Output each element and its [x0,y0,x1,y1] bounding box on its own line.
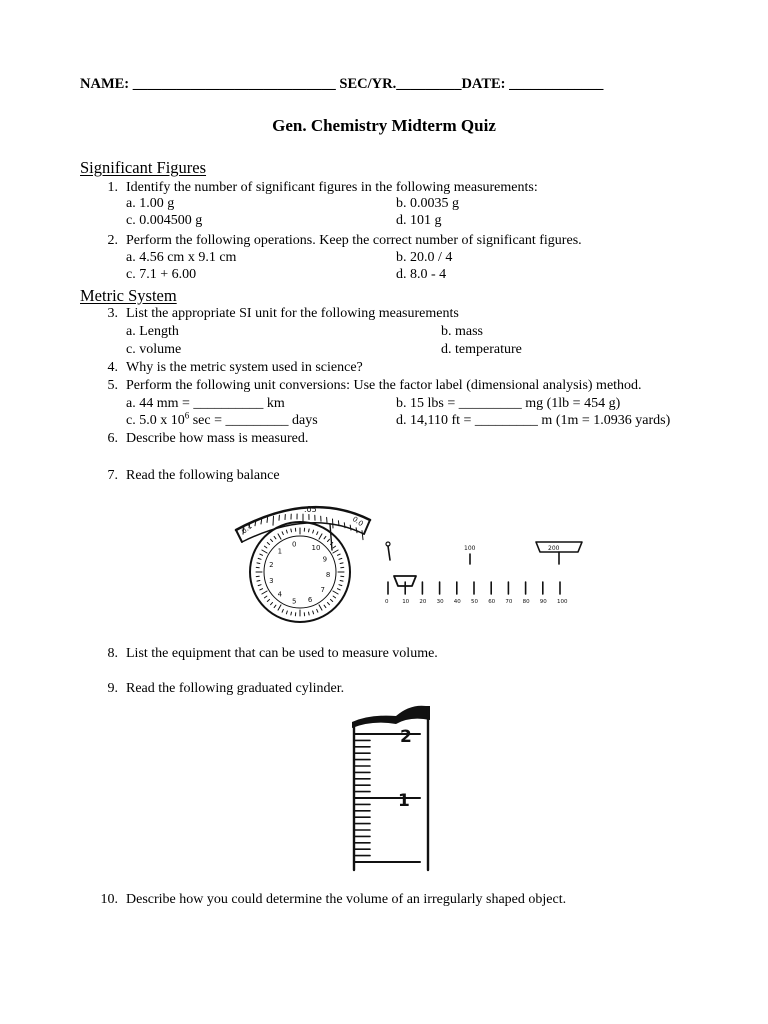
q5-option-d: d. 14,110 ft = _________ m (1m = 1.0936 yards) [396,413,671,428]
dial-tick [333,550,338,553]
question-number: 10. [100,892,118,907]
arc-tick [356,528,357,533]
dial-tick [333,591,338,594]
q5-option-b: b. 15 lbs = _________ mg (1lb = 454 g) [396,396,621,411]
question-5 [96,378,642,394]
dial-numbers [269,540,330,605]
dial-tick [327,539,329,541]
q1-option-a: a. 1.00 g [126,196,175,211]
arc-tick [350,525,351,530]
question-number: 7. [107,468,118,483]
dial-tick [271,539,273,541]
dial-tick [313,530,314,533]
question-text: List the appropriate SI unit for the following measurements [126,306,459,321]
beam-tick-label: 70 [505,599,513,605]
question-4 [96,360,363,376]
question-text: Read the following balance [126,468,280,483]
q3-option-c: c. volume [126,342,182,357]
sec-blank[interactable]: _________ [396,76,462,92]
dial-tick [324,605,326,607]
dial-number: 2 [269,561,274,570]
dial-tick [317,609,318,612]
q3-option-b: b. mass [441,324,483,339]
dial-tick [330,599,332,601]
question-number: 1. [107,180,118,195]
sec-label: SEC/YR. [339,76,397,92]
question-number: 5. [107,378,118,393]
arc-label-right: 0.0 [350,515,365,529]
dial-tick [313,611,314,614]
beam-tick-label: 0 [385,599,389,605]
question-text: List the equipment that can be used to measure volume. [126,646,438,661]
arc-tick [362,531,363,540]
dial-tick [319,605,322,610]
q2-option-a: a. 4.56 cm x 9.1 cm [126,250,237,265]
beam-tick-label: 60 [488,599,496,605]
dial-tick [267,599,269,601]
arc-tick [333,519,334,528]
dial-tick [333,546,335,548]
question-7 [96,468,280,484]
beam-tick-label: 80 [522,599,530,605]
question-6 [96,431,308,447]
q5c-suffix: sec = _________ days [189,413,318,428]
cylinder-mark-1: 1 [398,791,410,811]
beam-tick-label: 90 [539,599,547,605]
dial-tick [258,585,261,586]
dial-tick [260,589,263,590]
dial-tick [262,591,267,594]
q5c-prefix: c. 5.0 x 10 [126,413,185,428]
dial-tick [262,550,267,553]
arc-tick [344,523,345,528]
arc-label-left: 0.1 [240,522,254,536]
dial-tick [337,589,340,590]
beam-tick-label: 100 [557,599,568,605]
q1-option-c: c. 0.004500 g [126,213,203,228]
date-blank[interactable]: _____________ [509,76,604,92]
dial-tick [319,534,322,539]
dial-tick [317,532,318,535]
question-number: 9. [107,681,118,696]
beam-tick-label: 40 [453,599,461,605]
arc-tick [267,517,268,522]
dial-number: 10 [311,543,321,552]
meniscus [352,706,430,728]
cylinder-mark-2: 2 [400,727,412,747]
dial-tick [327,602,329,604]
dial-tick [333,596,335,598]
dial-tick [309,529,310,532]
q3-option-a: a. Length [126,324,179,339]
top-beam-dot [386,542,390,546]
q5-option-a: a. 44 mm = __________ km [126,396,285,411]
q2-option-b: b. 20.0 / 4 [396,250,453,265]
dial-pointer [330,524,332,550]
dial-number: 8 [325,571,331,580]
dial-tick [282,609,283,612]
dial-tick [340,581,343,582]
top-beam-label-200: 200 [548,545,560,552]
top-beam-mark-0 [388,546,390,560]
dial-tick [264,546,266,548]
dial-tick [257,581,260,582]
dial-tick [274,605,276,607]
beam-tick-label: 50 [471,599,478,605]
question-text: Perform the following operations. Keep the correct number of significant figures. [126,233,582,248]
question-number: 8. [107,646,118,661]
dial-number: 7 [320,586,325,595]
question-2 [96,233,582,249]
dial-number: 0 [291,540,297,549]
question-number: 3. [107,306,118,321]
triple-beam-balance-image [230,490,610,630]
arc-label-mid: .05 [304,505,317,514]
dial-number: 1 [277,547,283,556]
beam-tick-label: 30 [436,599,444,605]
q2-option-d: d. 8.0 - 4 [396,267,447,282]
q3-option-d: d. temperature [441,342,522,357]
question-10 [96,892,566,908]
section-significant-figures: Significant Figures [80,158,207,177]
dial-tick [291,612,292,615]
dial-outer-circle [250,522,350,622]
beam-tick-label: 20 [419,599,427,605]
dial-tick [286,530,287,533]
dial-tick [271,602,273,604]
dial-tick [278,534,281,539]
dial-tick [309,612,310,615]
date-label: DATE: [461,76,506,92]
dial-tick [264,596,266,598]
dial-number: 9 [322,555,328,564]
arc-tick [261,519,262,524]
dial-number: 3 [269,576,274,585]
question-number: 6. [107,431,118,446]
header-line [80,76,603,93]
question-8 [96,646,438,662]
dial-tick [278,605,281,610]
dial-tick [257,563,260,564]
q2-option-c: c. 7.1 + 6.00 [126,267,197,282]
q5-option-c [126,410,318,429]
question-text: Perform the following unit conversions: Use the factor label (dimensional analysis) method. [126,378,642,393]
q1-option-b: b. 0.0035 g [396,196,459,211]
question-9 [96,681,344,697]
name-label: NAME: [80,76,130,92]
dial-number: 6 [307,595,313,604]
section-metric-system: Metric System [80,286,177,305]
quiz-title: Gen. Chemistry Midterm Quiz [272,116,496,135]
top-beam-label-100: 100 [464,545,476,552]
question-3 [96,306,459,322]
q1-option-d: d. 101 g [396,213,442,228]
arc-end-right [364,520,370,534]
question-number: 2. [107,233,118,248]
dial-arc-inner [242,523,364,542]
question-text: Identify the number of significant figures in the following measurements: [126,180,538,195]
dial-tick [340,563,343,564]
arc-tick [273,516,274,525]
q5c-exponent: 6 [184,410,190,421]
dial-tick [267,543,269,545]
dial-tick [258,558,261,559]
dial-tick [337,554,340,555]
cylinder-ticks [354,734,420,862]
question-text: Describe how you could determine the volume of an irregularly shaped object. [126,892,567,907]
name-blank[interactable]: ____________________________ [132,76,336,92]
question-1 [96,180,538,196]
question-text: Describe how mass is measured. [126,431,309,446]
question-number: 4. [107,360,118,375]
arc-tick [338,521,339,526]
dial-tick [324,536,326,538]
dial-tick [260,554,263,555]
dial-tick [339,585,342,586]
dial-number: 4 [277,590,283,599]
question-text: Read the following graduated cylinder. [126,681,345,696]
graduated-cylinder-image [340,700,450,875]
dial-tick [286,611,287,614]
dial-number: 5 [291,597,297,606]
dial-tick [282,532,283,535]
beam-tick-label: 10 [402,599,410,605]
dial-tick [274,536,276,538]
dial-tick [339,558,342,559]
question-text: Why is the metric system used in science? [126,360,363,375]
dial-tick [291,529,292,532]
